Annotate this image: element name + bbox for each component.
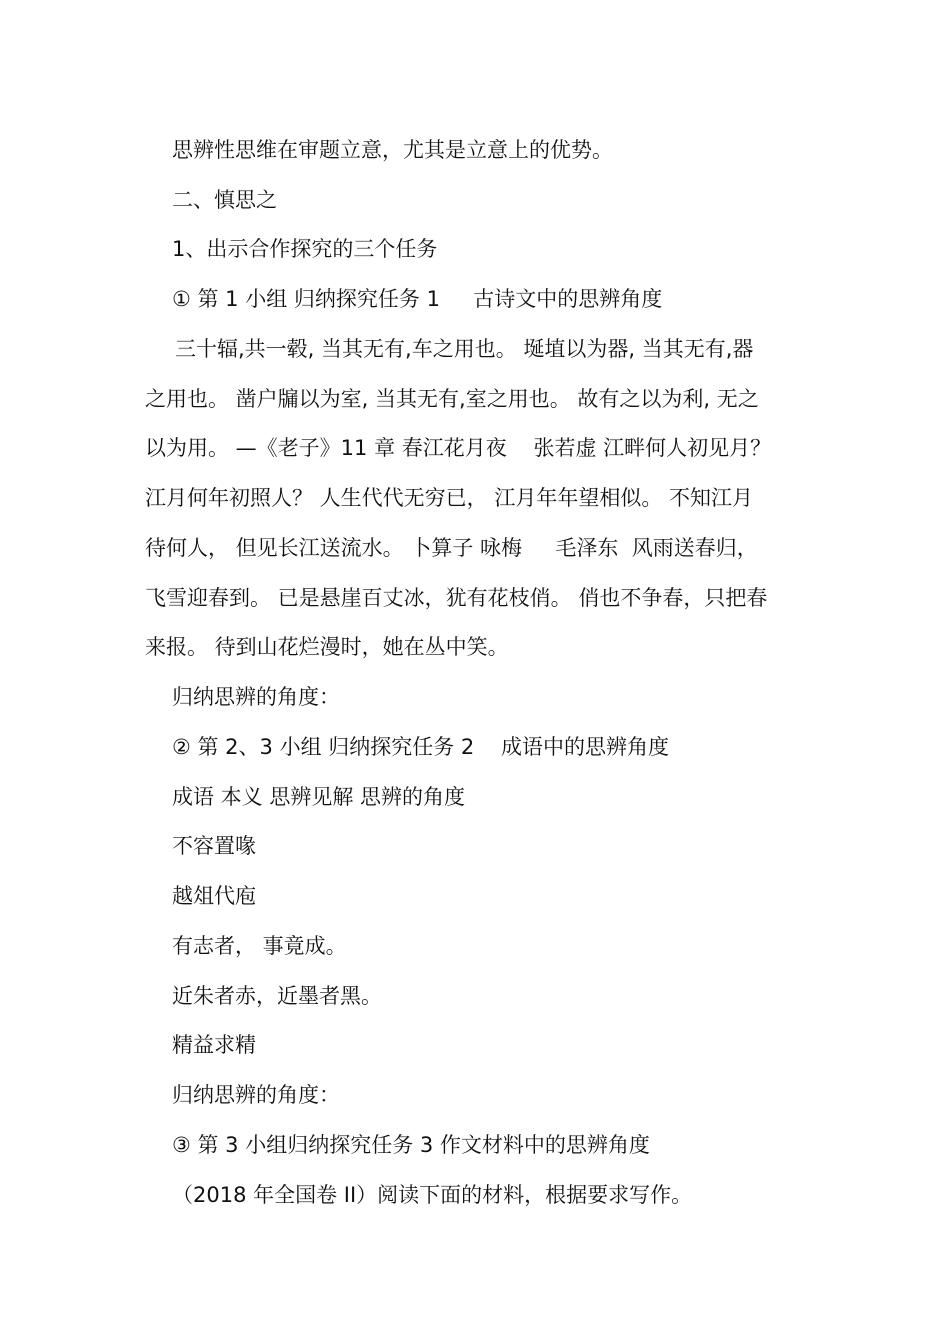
quote-line: 三十辐,共一毂, 当其无有,车之用也。 埏埴以为器, 当其无有,器 bbox=[175, 337, 754, 361]
paragraph-line: 归纳思辨的角度： bbox=[172, 1083, 340, 1107]
paragraph-line: 归纳思辨的角度： bbox=[172, 685, 340, 709]
quote-line: 之用也。 凿户牖以为室, 当其无有,室之用也。 故有之以为利, 无之 bbox=[145, 387, 759, 411]
task-heading: ① 第 1 小组 归纳探究任务 1 古诗文中的思辨角度 bbox=[172, 287, 663, 311]
quote-line: 来报。 待到山花烂漫时，她在丛中笑。 bbox=[145, 635, 509, 659]
subsection-heading: 1、出示合作探究的三个任务 bbox=[172, 237, 438, 261]
quote-line: 飞雪迎春到。 已是悬崖百丈冰，犹有花枝俏。 俏也不争春，只把春 bbox=[145, 586, 768, 610]
paragraph-line: （2018 年全国卷 II）阅读下面的材料，根据要求写作。 bbox=[172, 1183, 693, 1207]
task-heading: ② 第 2、3 小组 归纳探究任务 2 成语中的思辨角度 bbox=[172, 735, 669, 759]
quote-line: 待何人， 但见长江送流水。 卜算子 咏梅 毛泽东 风雨送春归， bbox=[145, 536, 758, 560]
list-item: 越俎代庖 bbox=[172, 884, 256, 908]
section-heading: 二、慎思之 bbox=[172, 188, 277, 212]
task-heading: ③ 第 3 小组归纳探究任务 3 作文材料中的思辨角度 bbox=[172, 1133, 650, 1157]
paragraph-line: 思辨性思维在审题立意，尤其是立意上的优势。 bbox=[172, 138, 613, 162]
table-header-line: 成语 本义 思辨见解 思辨的角度 bbox=[172, 785, 466, 809]
list-item: 有志者， 事竟成。 bbox=[172, 934, 347, 958]
quote-line: 以为用。 —《老子》11 章 春江花月夜 张若虚 江畔何人初见月？ bbox=[145, 436, 772, 460]
list-item: 精益求精 bbox=[172, 1033, 256, 1057]
list-item: 近朱者赤，近墨者黑。 bbox=[172, 984, 382, 1008]
list-item: 不容置喙 bbox=[172, 834, 256, 858]
quote-line: 江月何年初照人？ 人生代代无穷已， 江月年年望相似。 不知江月 bbox=[145, 486, 754, 510]
